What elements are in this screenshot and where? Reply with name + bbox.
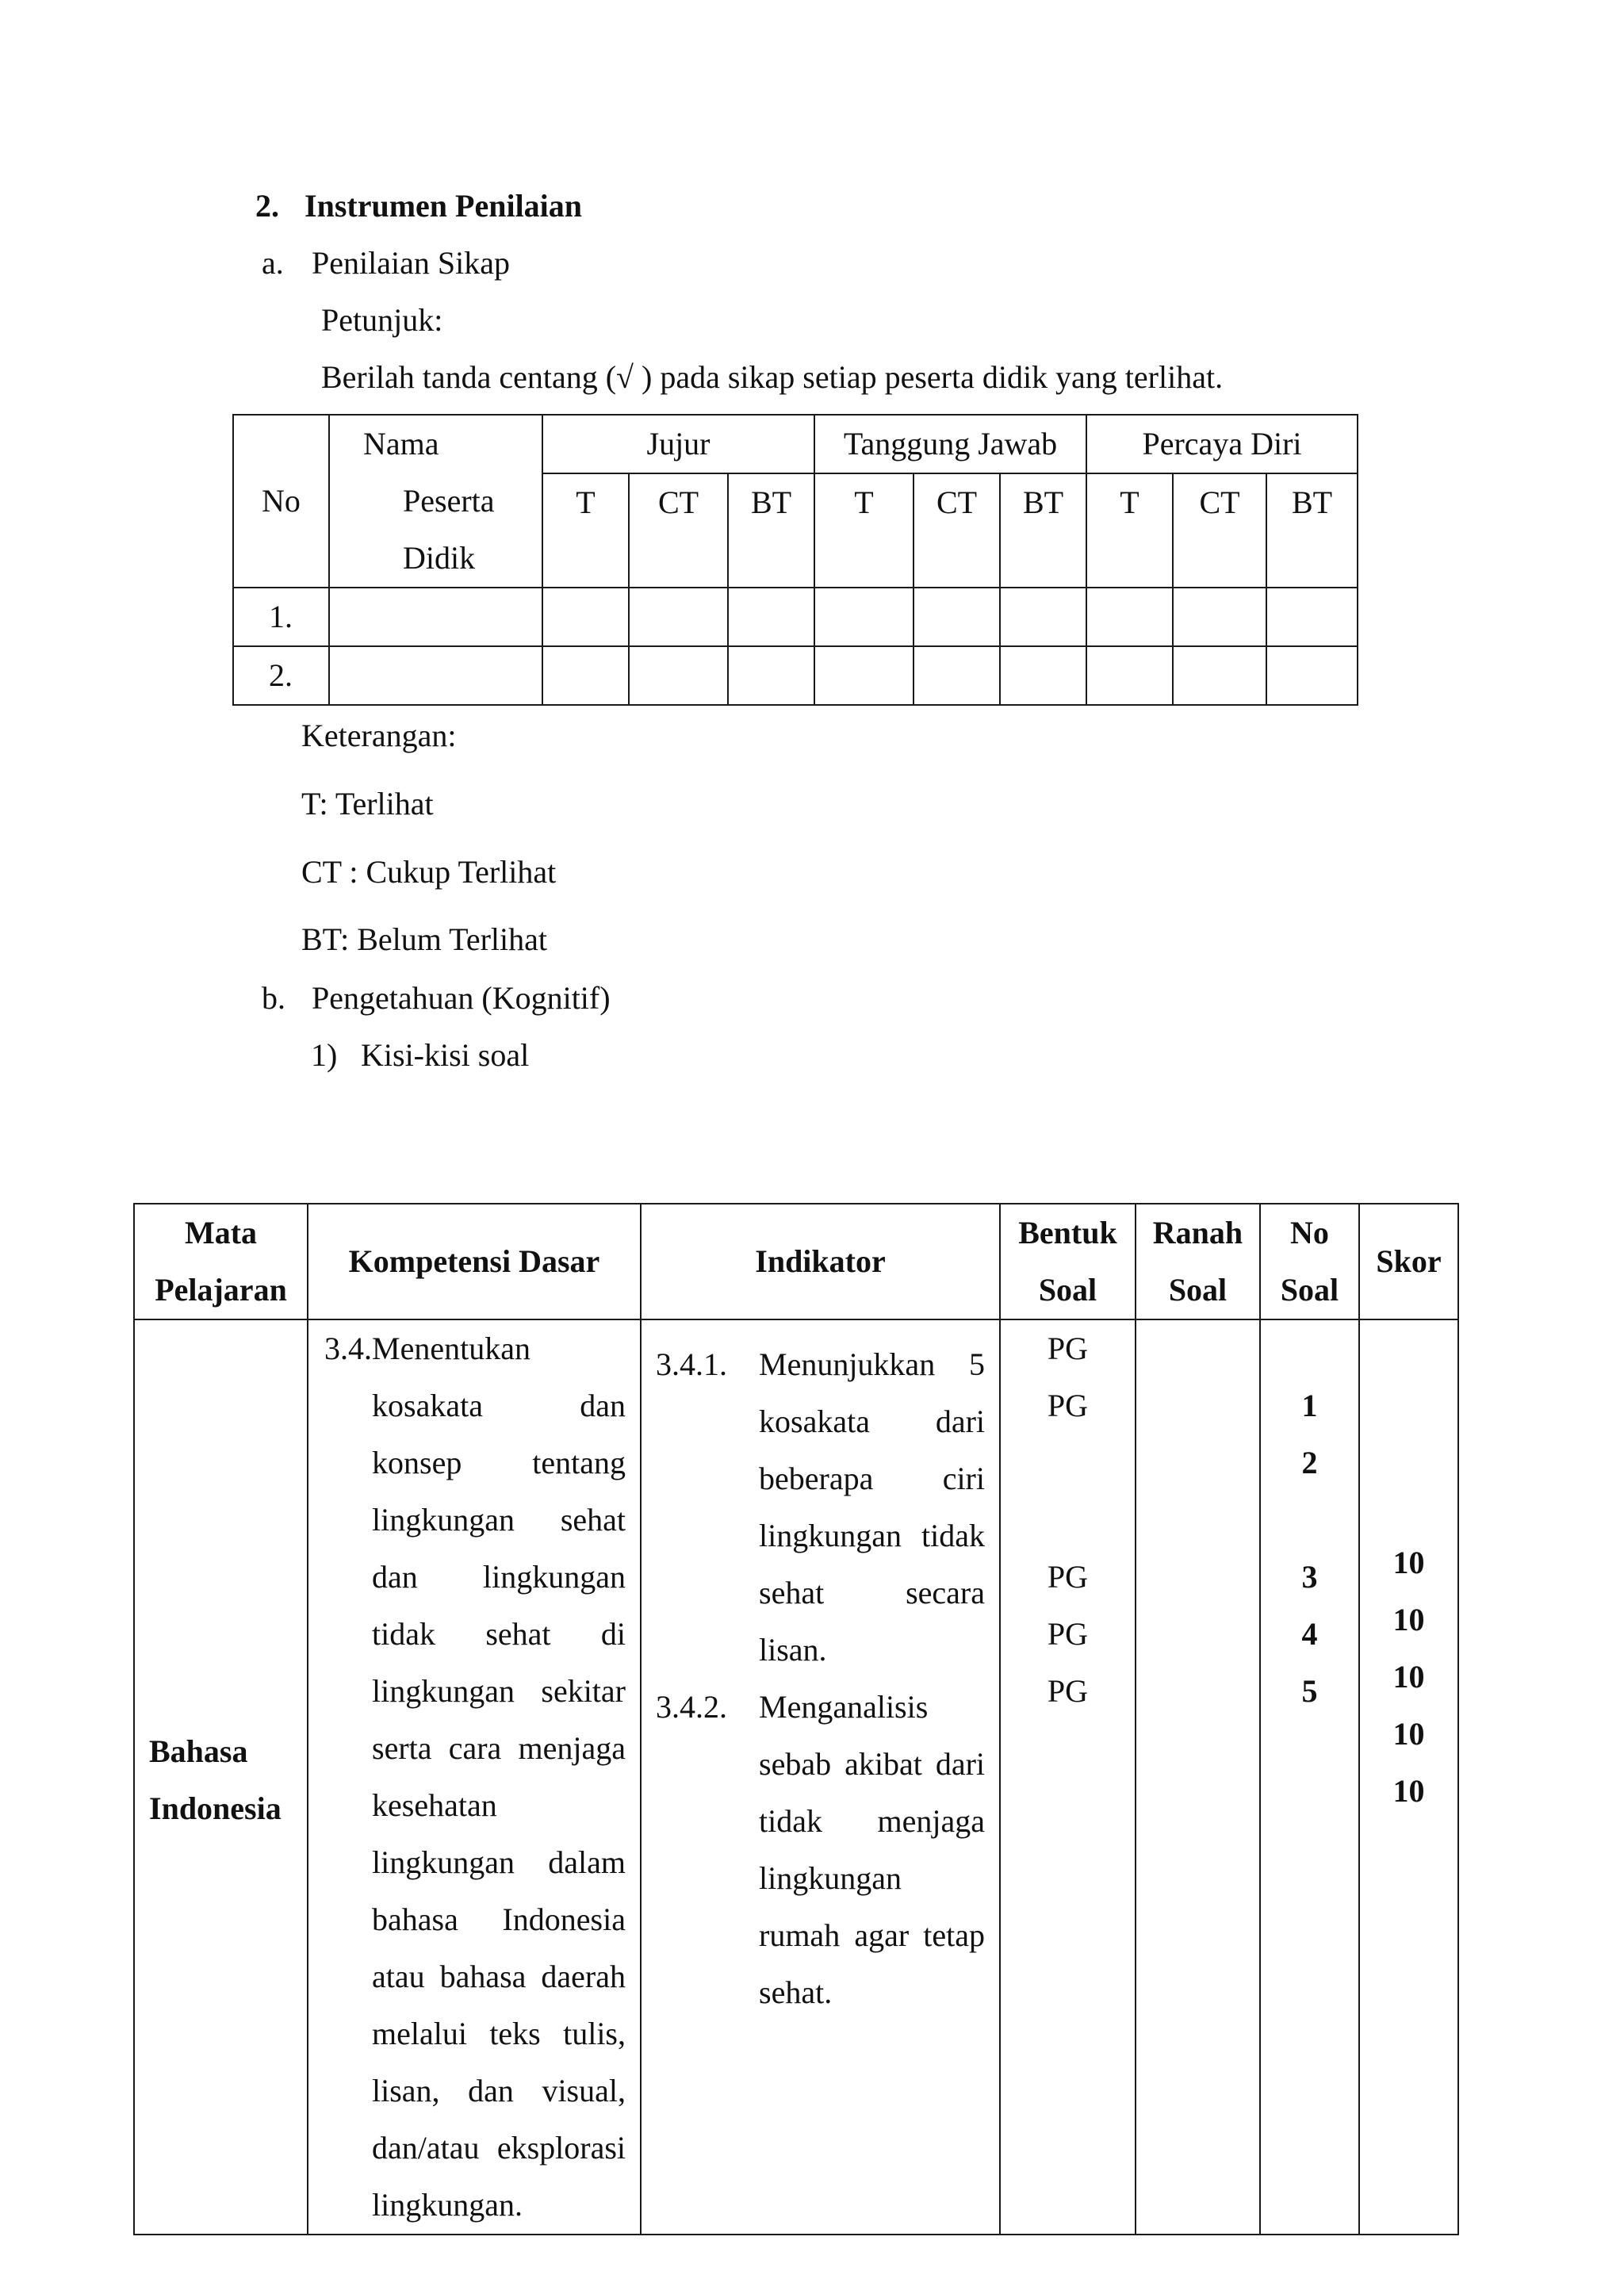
header-ranah-line-2: Soal: [1168, 1272, 1228, 1308]
cell[interactable]: [542, 646, 629, 705]
indikator-1-word: kosakata: [759, 1404, 870, 1439]
kd-word: bahasa: [439, 1959, 527, 1994]
sub-percaya-diri-t: T: [1086, 473, 1173, 588]
kd-word: dan: [372, 1559, 418, 1595]
kd-word: dan/atau: [372, 2130, 480, 2166]
skor-4: 10: [1392, 1716, 1425, 1752]
sub-jujur-t: T: [542, 473, 629, 588]
header-bentuk-line-1: Bentuk: [1018, 1215, 1117, 1250]
cell[interactable]: [329, 588, 542, 646]
skor-1: 10: [1392, 1545, 1425, 1580]
kd-word: teks: [489, 2016, 541, 2051]
header-skor: Skor: [1359, 1204, 1458, 1319]
no-soal-3: 3: [1301, 1559, 1318, 1595]
header-ranah-line-1: Ranah: [1152, 1215, 1243, 1250]
cell[interactable]: [1173, 588, 1266, 646]
subsection-a-letter: a.: [262, 245, 284, 281]
header-no-line-1: No: [1290, 1215, 1329, 1250]
section-heading: Instrumen Penilaian: [304, 188, 583, 224]
indikator-2-word: menjaga: [877, 1803, 985, 1839]
kd-word: konsep: [372, 1445, 462, 1480]
subsection-b-letter: b.: [262, 980, 285, 1016]
indikator-1-word: ciri: [942, 1461, 985, 1496]
skor-3: 10: [1392, 1659, 1425, 1695]
cell[interactable]: [1173, 646, 1266, 705]
indikator-2-word: dari: [935, 1746, 985, 1782]
indikator-1-line: [759, 1622, 985, 1679]
indikator-2-text: [759, 1679, 985, 2021]
ranah-soal-cell: [1136, 1319, 1260, 2235]
indikator-2-word: sehat.: [759, 1974, 833, 2010]
mapel-line-2: Indonesia: [149, 1790, 282, 1826]
indikator-2-word: lingkungan: [759, 1860, 902, 1896]
indikator-2-line: [759, 1736, 985, 1793]
instruction-label: Petunjuk:: [321, 302, 443, 338]
legend-terlihat: T: Terlihat: [301, 786, 434, 821]
no-soal-cell: [1260, 1319, 1359, 2235]
header-bentuk-soal: [1000, 1204, 1136, 1319]
indikator-2-line: [759, 1679, 985, 1736]
indikator-2-word: rumah: [759, 1917, 841, 1953]
kd-word: eksplorasi: [496, 2130, 626, 2166]
skor-cell: [1359, 1319, 1458, 2235]
cell[interactable]: [542, 588, 629, 646]
kd-line: [372, 1948, 626, 2005]
legend-belum-terlihat: BT: Belum Terlihat: [301, 921, 547, 957]
subsection-b-title: Pengetahuan (Kognitif): [312, 980, 611, 1016]
heading-number: 2.: [255, 188, 279, 224]
indikator-1-word: lingkungan: [759, 1518, 902, 1553]
indikator-2-word: Menganalisis: [759, 1689, 929, 1725]
legend-title: Keterangan:: [301, 718, 457, 753]
bentuk-soal-2: PG: [1047, 1388, 1089, 1423]
kd-word: atau: [372, 1959, 425, 1994]
sub-jujur-ct: CT: [629, 473, 728, 588]
attitude-assessment-table: [232, 414, 1358, 706]
cell[interactable]: [1266, 646, 1358, 705]
cell[interactable]: [1000, 588, 1086, 646]
bentuk-soal-5: PG: [1047, 1673, 1089, 1709]
indikator-1-word: dari: [935, 1404, 985, 1439]
kd-word: lisan,: [372, 2073, 440, 2108]
indikator-1-word: 5: [969, 1346, 985, 1382]
indikator-2-line: [759, 1964, 985, 2021]
legend-cukup-terlihat: CT : Cukup Terlihat: [301, 854, 557, 890]
header-tanggung-jawab: Tanggung Jawab: [814, 415, 1086, 473]
indikator-2-word: tidak: [759, 1803, 822, 1839]
mapel-cell: [134, 1319, 308, 2235]
kd-word: tidak: [372, 1616, 435, 1652]
indikator-1-line: [759, 1564, 985, 1622]
kd-word: lingkungan: [372, 1673, 515, 1709]
skor-5: 10: [1392, 1773, 1425, 1809]
indikator-2-line: [759, 1793, 985, 1850]
indikator-1-word: lisan.: [759, 1632, 827, 1668]
kd-line: [372, 1663, 626, 1720]
kd-word: dan: [580, 1388, 626, 1423]
cell[interactable]: [1086, 588, 1173, 646]
indikator-1-word: beberapa: [759, 1461, 874, 1496]
kd-line: [372, 1606, 626, 1663]
kd-word: lingkungan: [372, 1502, 515, 1538]
kd-word: dalam: [548, 1844, 626, 1880]
kd-line: [372, 2120, 626, 2177]
header-no: No: [233, 415, 329, 588]
indikator-1-line: [759, 1393, 985, 1450]
kd-line: [372, 1720, 626, 1777]
indikator-1-word: sehat: [759, 1575, 825, 1610]
sub-tanggung-jawab-t: T: [814, 473, 914, 588]
header-kompetensi-dasar: Kompetensi Dasar: [308, 1204, 641, 1319]
indikator-1-line: [759, 1336, 985, 1393]
indikator-2-word: akibat: [845, 1746, 922, 1782]
header-nama-line-2: Peserta: [403, 483, 495, 519]
cell[interactable]: [814, 588, 914, 646]
kd-line: [372, 1492, 626, 1549]
cell[interactable]: [728, 646, 814, 705]
item-number: 1): [311, 1037, 338, 1073]
mapel-line-1: Bahasa: [149, 1733, 248, 1769]
row-number: 1.: [233, 588, 329, 646]
sub-tanggung-jawab-bt: BT: [1000, 473, 1086, 588]
header-percaya-diri: Percaya Diri: [1086, 415, 1358, 473]
kd-word: lingkungan: [372, 1844, 515, 1880]
kd-line: [372, 1891, 626, 1948]
cell[interactable]: [1000, 646, 1086, 705]
kisi-kisi-table: [133, 1203, 1459, 2235]
indikator-1-word: tidak: [921, 1518, 985, 1553]
kd-word: sekitar: [541, 1673, 626, 1709]
no-soal-4: 4: [1301, 1616, 1318, 1652]
cell[interactable]: [914, 646, 1000, 705]
sub-jujur-bt: BT: [728, 473, 814, 588]
kd-word: visual,: [542, 2073, 626, 2108]
kd-word: dan: [468, 2073, 514, 2108]
indikator-1-text: [759, 1336, 985, 1679]
indikator-1-word: Menunjukkan: [759, 1346, 936, 1382]
indikator-2-word: tetap: [923, 1917, 985, 1953]
cell[interactable]: [1266, 588, 1358, 646]
indikator-2-line: [759, 1850, 985, 1907]
instruction-text: Berilah tanda centang (√ ) pada sikap setiap peserta didik yang terlihat.: [321, 359, 1224, 395]
table-row: [233, 588, 1358, 646]
kd-line: [372, 2005, 626, 2062]
item-title: Kisi-kisi soal: [361, 1037, 530, 1073]
indikator-1-line: [759, 1507, 985, 1564]
skor-2: 10: [1392, 1602, 1425, 1637]
kd-word: sehat: [560, 1502, 626, 1538]
header-jujur: Jujur: [542, 415, 814, 473]
kd-word: kosakata: [372, 1388, 483, 1423]
kompetensi-dasar-cell: [308, 1319, 641, 2235]
header-no-soal: [1260, 1204, 1359, 1319]
kd-word: di: [600, 1616, 626, 1652]
bentuk-soal-4: PG: [1047, 1616, 1089, 1652]
sub-tanggung-jawab-ct: CT: [914, 473, 1000, 588]
indikator-2-line: [759, 1907, 985, 1964]
kd-text-block: [324, 1377, 626, 2234]
bentuk-soal-1: PG: [1047, 1331, 1089, 1366]
kd-word: kesehatan: [372, 1787, 497, 1823]
kd-line: [372, 1377, 626, 1434]
row-number: 2.: [233, 646, 329, 705]
indikator-2-number: 3.4.2.: [656, 1689, 727, 1725]
cell[interactable]: [629, 588, 728, 646]
kd-word: tulis,: [563, 2016, 626, 2051]
kd-word: sehat: [485, 1616, 551, 1652]
no-soal-1: 1: [1301, 1388, 1318, 1423]
header-no-line-2: Soal: [1280, 1272, 1339, 1308]
kd-word: lingkungan: [483, 1559, 626, 1595]
kd-word: daerah: [541, 1959, 626, 1994]
header-bentuk-line-2: Soal: [1038, 1272, 1097, 1308]
indikator-2-word: sebab: [759, 1746, 832, 1782]
no-soal-2: 2: [1301, 1445, 1318, 1480]
header-mata-pelajaran: [134, 1204, 308, 1319]
bentuk-soal-3: PG: [1047, 1559, 1089, 1595]
cell[interactable]: [1086, 646, 1173, 705]
kd-word: melalui: [372, 2016, 467, 2051]
kd-word: Indonesia: [502, 1901, 626, 1937]
indikator-2-word: agar: [854, 1917, 910, 1953]
cell[interactable]: [629, 646, 728, 705]
bentuk-soal-cell: [1000, 1319, 1136, 2235]
no-soal-5: 5: [1301, 1673, 1318, 1709]
cell[interactable]: [814, 646, 914, 705]
kd-word: menjaga: [518, 1730, 626, 1766]
kd-line-first: 3.4.Menentukan: [324, 1331, 530, 1366]
indikator-1-number: 3.4.1.: [656, 1346, 727, 1382]
kd-word: lingkungan.: [372, 2187, 523, 2223]
header-mapel-line-1: Mata: [184, 1215, 258, 1250]
kd-line: [372, 1434, 626, 1492]
header-nama-line-3: Didik: [403, 540, 476, 576]
kd-line: [372, 1777, 626, 1834]
header-nama-line-1: Nama: [363, 426, 439, 461]
kd-word: cara: [448, 1730, 502, 1766]
cell[interactable]: [329, 646, 542, 705]
header-ranah-soal: [1136, 1204, 1260, 1319]
header-mapel-line-2: Pelajaran: [155, 1272, 287, 1308]
kd-line: [372, 2177, 626, 2234]
sub-percaya-diri-bt: BT: [1266, 473, 1358, 588]
kd-line: [372, 1834, 626, 1891]
kd-line: [372, 1549, 626, 1606]
kd-word: serta: [372, 1730, 432, 1766]
subsection-a-title: Penilaian Sikap: [312, 245, 510, 281]
kd-line: [372, 2062, 626, 2120]
indikator-1-word: secara: [906, 1575, 985, 1610]
kd-word: tentang: [532, 1445, 626, 1480]
table-row: [233, 646, 1358, 705]
kd-word: bahasa: [372, 1901, 458, 1937]
header-indikator: Indikator: [641, 1204, 1000, 1319]
sub-percaya-diri-ct: CT: [1173, 473, 1266, 588]
indikator-1-line: [759, 1450, 985, 1507]
cell[interactable]: [914, 588, 1000, 646]
indikator-cell: [641, 1319, 1000, 2235]
header-nama-peserta-didik: [329, 415, 542, 588]
cell[interactable]: [728, 588, 814, 646]
